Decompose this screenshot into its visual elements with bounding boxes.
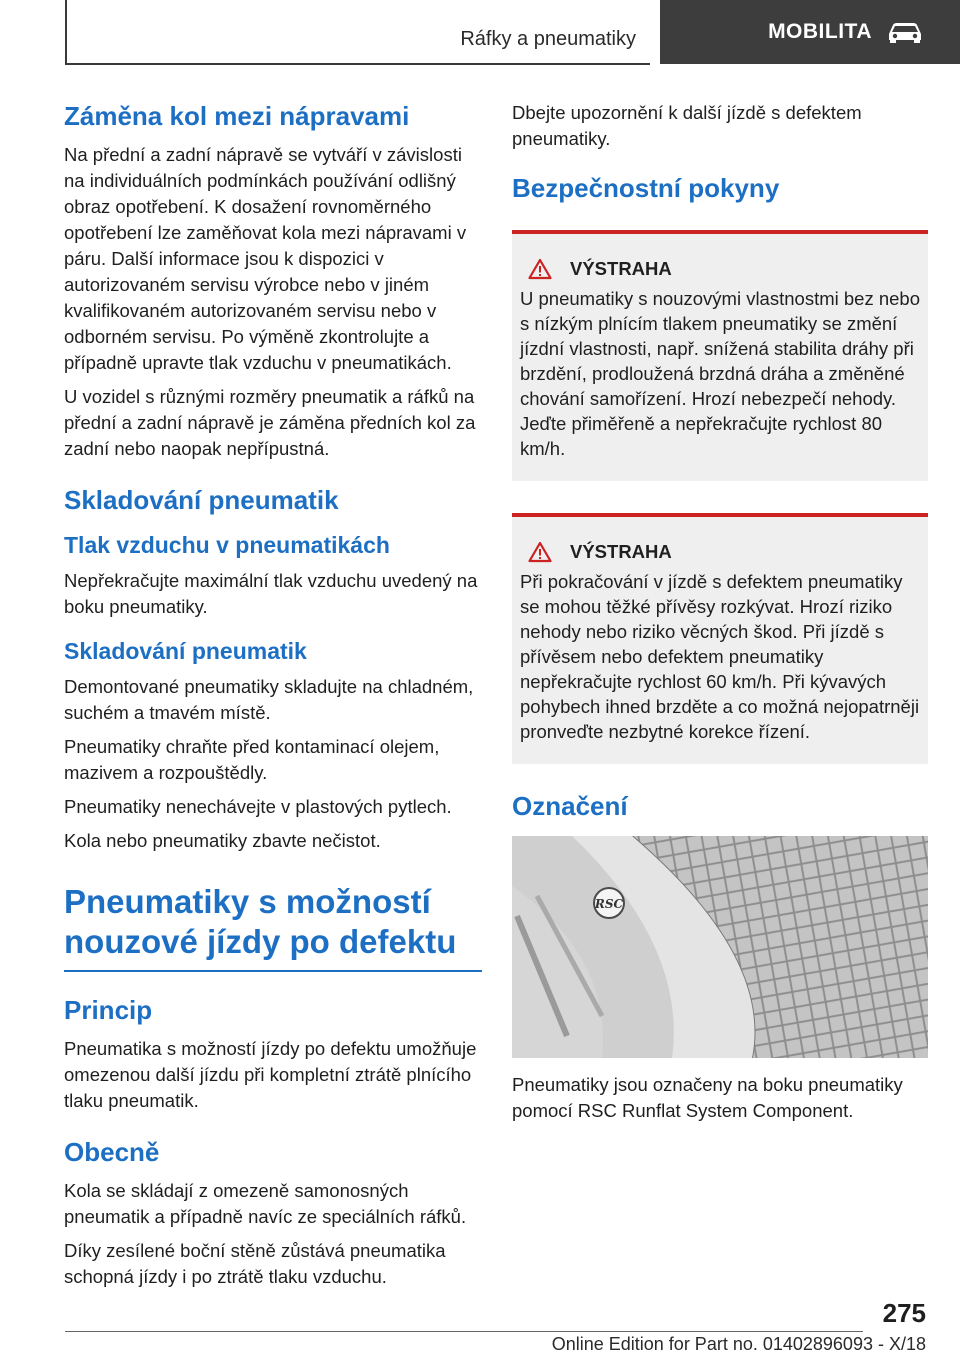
footer-edition [0, 1334, 926, 1355]
paragraph-wheel-swap-1: Na přední a zadní nápravě se vytváří v závislosti na individuálních podmínkách používání odlišný obraz opotřebení. K dosažení rovnoměrného opotřebení lze zaměňovat kola mezi nápravami v páru. Další informace jsou k dispozici v autorizovaném servisu výrobce nebo v jiném kvalifikovaném autorizovaném servisu nebo v odborném servisu. Po výměně zkontrolujte a případně upravte tlak vzduchu v pneumatikách. [64, 144, 467, 373]
page-number: 275 [882, 1298, 926, 1328]
heading-wheel-swap: Záměna kol mezi nápravami [64, 101, 410, 131]
paragraph-runflat-intro: Dbejte upozornění k další jízdě s defektem pneumatiky. [512, 102, 862, 149]
heading-tire-pressure: Tlak vzduchu v pneumatikách [64, 532, 390, 558]
warning-title-2 [520, 541, 920, 563]
paragraph-storage-4: Kola nebo pneumatiky zbavte nečistot. [64, 830, 381, 851]
car-icon [886, 21, 924, 43]
heading-runflat: Pneumatiky s možností nouzové jízdy po defektu [64, 883, 457, 960]
paragraph-marking-caption: Pneumatiky jsou označeny na boku pneumatiky pomocí RSC Runflat System Component. [512, 1074, 903, 1121]
warning-text-1: U pneumatiky s nouzovými vlastnostmi bez nebo s nízkým plnícím tlakem pneumatiky se změní jízdní vlastnosti, např. snížená stabilita dráhy při brzdění, prodloužená brzdná dráha a změněné chování samořízení. Hrozí nebezpečí nehody. Jeďte přiměřeně a nepřekračujte rychlost 80 km/h. [520, 288, 920, 459]
header-tab-label: MOBILITA [768, 20, 872, 43]
footer-rule [65, 1331, 863, 1332]
paragraph-wheel-swap-2: U vozidel s různými rozměry pneumatik a ráfků na přední a zadní nápravě je záměna předních kol za zadní nebo naopak nepřípustná. [64, 386, 476, 459]
rsc-logo-text: RSC [594, 897, 624, 911]
warning-triangle-icon [528, 541, 552, 563]
paragraph-principle: Pneumatika s možností jízdy po defektu umožňuje omezenou další jízdu při kompletní ztrátě plnícího tlaku pneumatik. [64, 1038, 477, 1111]
header-left-rule [65, 0, 67, 64]
left-column [64, 100, 482, 1298]
right-column [512, 100, 928, 1132]
paragraph-storage-2: Pneumatiky chraňte před kontaminací olejem, mazivem a rozpouštědly. [64, 736, 440, 783]
header-bottom-rule [65, 63, 650, 65]
paragraph-storage-1: Demontované pneumatiky skladujte na chladném, suchém a tmavém místě. [64, 676, 474, 723]
paragraph-tire-pressure: Nepřekračujte maximální tlak vzduchu uvedený na boku pneumatiky. [64, 570, 478, 617]
warning-title-text-1: VÝSTRAHA [570, 258, 672, 279]
heading-principle: Princip [64, 995, 153, 1025]
footer-edition-text: Online Edition for Part no. 01402896093 - X/18 [551, 1334, 926, 1354]
runflat-tire-figure [512, 836, 928, 1058]
warning-title-text-2: VÝSTRAHA [570, 541, 672, 562]
header-section-title: Ráfky a pneumatiky [460, 28, 636, 50]
heading-tire-storage: Skladování pneumatik [64, 485, 339, 515]
heading-general: Obecně [64, 1137, 160, 1167]
warning-title-1 [520, 258, 920, 280]
warning-box-1 [512, 230, 928, 481]
paragraph-general-1: Kola se skládají z omezeně samonosných pneumatik a případně navíc ze speciálních ráfků. [64, 1180, 467, 1227]
warning-box-2 [512, 513, 928, 764]
warning-triangle-icon [528, 258, 552, 280]
paragraph-general-2: Díky zesílené boční stěně zůstává pneumatika schopná jízdy i po ztrátě tlaku vzduchu. [64, 1240, 446, 1287]
heading-runflat-rule [64, 970, 482, 972]
heading-tire-storage-sub: Skladování pneumatik [64, 638, 307, 664]
header-tab [660, 0, 960, 64]
warning-text-2: Při pokračování v jízdě s defektem pneumatiky se mohou těžké přívěsy rozkývat. Hrozí riziko nehody nebo riziko věcných škod. Při jízdě s přívěsem nebo defektem pneumatiky nepřekračujte rychlost 60 km/h. Při kývavých pohybech ihned brzděte a co možná nejopatrněji pronveďte nezbytné korekce řízení. [520, 571, 920, 742]
heading-safety: Bezpečnostní pokyny [512, 173, 780, 203]
paragraph-storage-3: Pneumatiky nenechávejte v plastových pytlech. [64, 796, 452, 817]
heading-marking: Označení [512, 791, 628, 821]
